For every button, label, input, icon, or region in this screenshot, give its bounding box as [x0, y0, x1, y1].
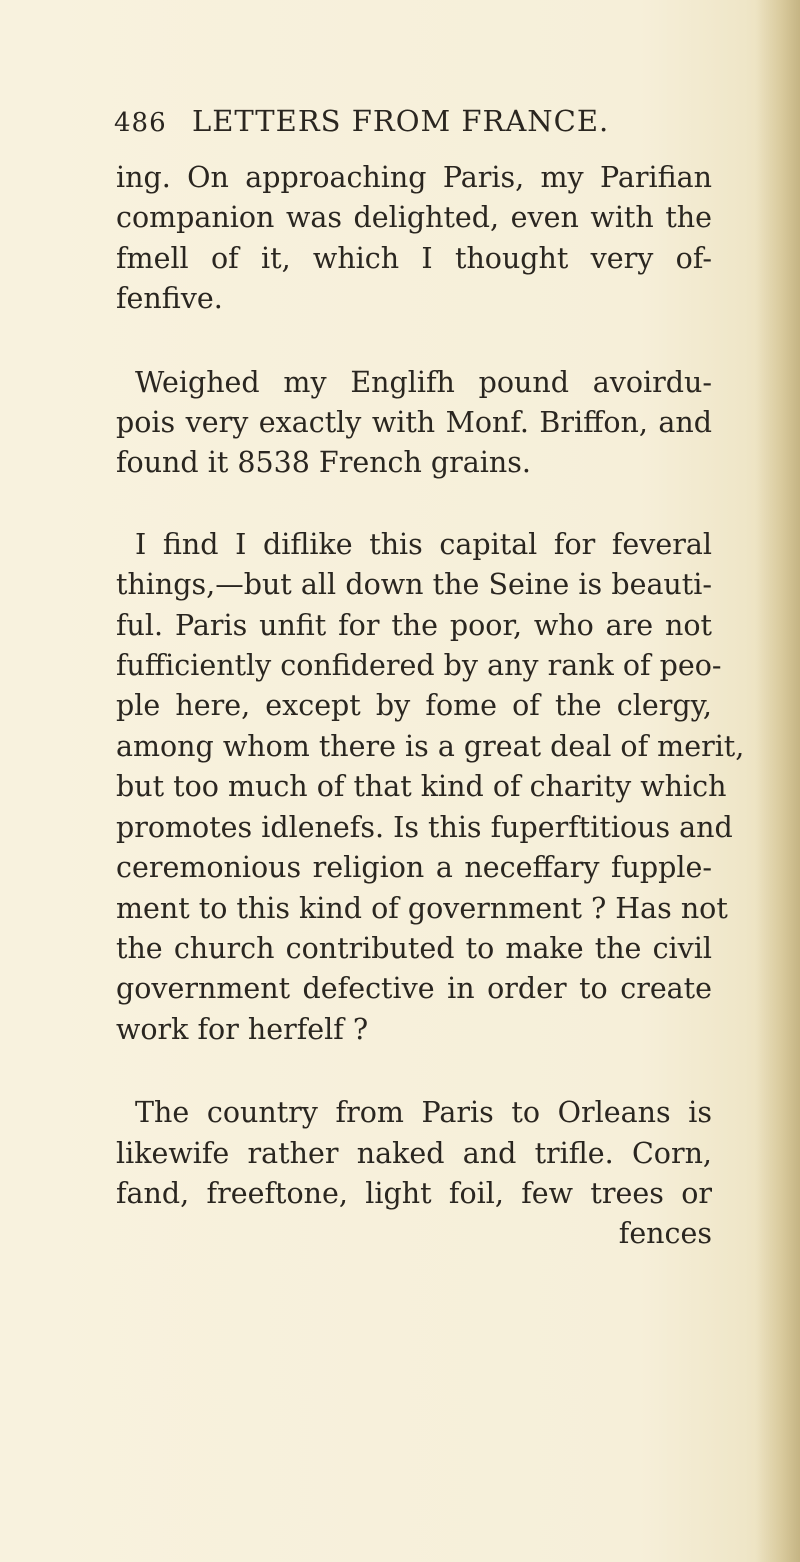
text-line: work for herfelf ?	[116, 1012, 369, 1046]
text-line: Weighed my Englifh pound avoirdu-	[135, 365, 712, 399]
text-line: pois very exactly with Monf. Briffon, and	[116, 406, 712, 440]
text-line: fufficiently confidered by any rank of peo-	[116, 649, 722, 683]
text-line: I find I diflike this capital for feveral	[135, 527, 712, 561]
catchword: fences	[618, 1217, 712, 1251]
text-line: the church contributed to make the civil	[116, 931, 712, 965]
body-text	[116, 158, 745, 1255]
text-line: companion was delighted, even with the	[116, 201, 712, 235]
text-line: ing. On approaching Paris, my Parifian	[116, 161, 712, 194]
text-line: government defective in order to create	[116, 972, 712, 1006]
text-line: The country from Paris to Orleans is	[135, 1096, 712, 1130]
text-line: fmell of it, which I thought very of-	[116, 241, 712, 275]
paragraph	[116, 525, 745, 1050]
text-line: fenfive.	[116, 282, 223, 316]
text-line: ment to this kind of government ? Has not	[116, 891, 728, 925]
text-line: fand, freeftone, light foil, few trees or	[116, 1176, 712, 1210]
text-line: but too much of that kind of charity which	[116, 770, 727, 804]
paragraph	[116, 158, 712, 320]
text-line: likewife rather naked and trifle. Corn,	[116, 1136, 712, 1170]
paragraph	[116, 1093, 712, 1214]
running-title: LETTERS FROM FRANCE.	[192, 104, 610, 138]
paragraph	[116, 363, 712, 484]
text-line: ceremonious religion a neceffary fupple-	[116, 851, 712, 885]
text-line: things,—but all down the Seine is beauti-	[116, 568, 712, 602]
text-line: ple here, except by fome of the clergy,	[116, 689, 712, 723]
text-line: promotes idlenefs. Is this fuperftitious and	[116, 810, 733, 844]
text-line: found it 8538 French grains.	[116, 446, 531, 480]
text-line: ful. Paris unfit for the poor, who are not	[116, 608, 712, 642]
page-edge-shading	[756, 0, 800, 1562]
running-head	[114, 104, 609, 138]
page-number: 486	[114, 108, 167, 138]
text-line: among whom there is a great deal of merit,	[116, 729, 745, 763]
